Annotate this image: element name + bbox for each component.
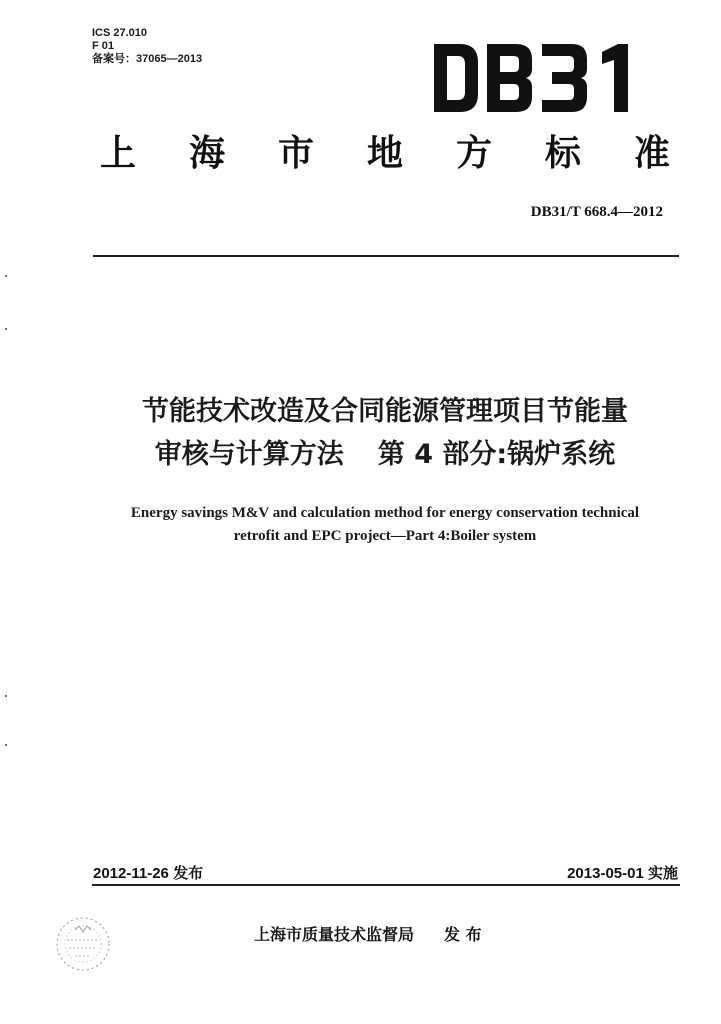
margin-speck xyxy=(5,744,7,746)
issue-date: 2012-11-26 发布 xyxy=(93,865,204,882)
standard-type-char: 海 xyxy=(188,133,225,174)
issuer-org: 上海市质量技术监督局 xyxy=(254,925,415,944)
english-title xyxy=(70,502,700,548)
ccs-code: F 01 xyxy=(92,40,115,52)
standard-type-char: 上 xyxy=(100,133,137,174)
standard-type-char: 标 xyxy=(544,133,581,174)
standard-type-title xyxy=(100,132,670,176)
standard-number: DB31/T 668.4—2012 xyxy=(530,204,663,220)
standard-type-char: 准 xyxy=(633,133,670,174)
classification-codes xyxy=(92,27,202,66)
issuing-authority xyxy=(254,922,482,945)
standard-type-char: 方 xyxy=(455,133,492,174)
margin-speck xyxy=(5,695,7,697)
record-number: 备案号：37065—2013 xyxy=(92,53,203,65)
chinese-title xyxy=(60,390,710,476)
standard-type-char: 市 xyxy=(277,133,314,174)
db31-logo xyxy=(432,42,637,114)
top-divider xyxy=(93,255,679,257)
chinese-title-line-2-part-1: 审核与计算方法 xyxy=(154,439,344,470)
english-title-line-2: retrofit and EPC project—Part 4:Boiler system xyxy=(233,528,537,544)
chinese-title-line-2-part-2: 第 4 部分:锅炉系统 xyxy=(377,439,616,470)
english-title-line-1: Energy savings M&V and calculation method for energy conservation technical xyxy=(130,505,640,521)
seal-stamp-icon xyxy=(45,910,125,980)
issuer-action: 发 布 xyxy=(444,925,482,944)
margin-speck xyxy=(5,275,7,277)
chinese-title-line-1: 节能技术改造及合同能源管理项目节能量 xyxy=(142,396,628,427)
bottom-divider xyxy=(92,884,680,886)
standard-type-char: 地 xyxy=(366,133,403,174)
margin-speck xyxy=(5,328,7,330)
ics-code: ICS 27.010 xyxy=(92,27,148,39)
chinese-title-line-2 xyxy=(60,433,710,476)
implementation-date: 2013-05-01 实施 xyxy=(567,865,678,882)
